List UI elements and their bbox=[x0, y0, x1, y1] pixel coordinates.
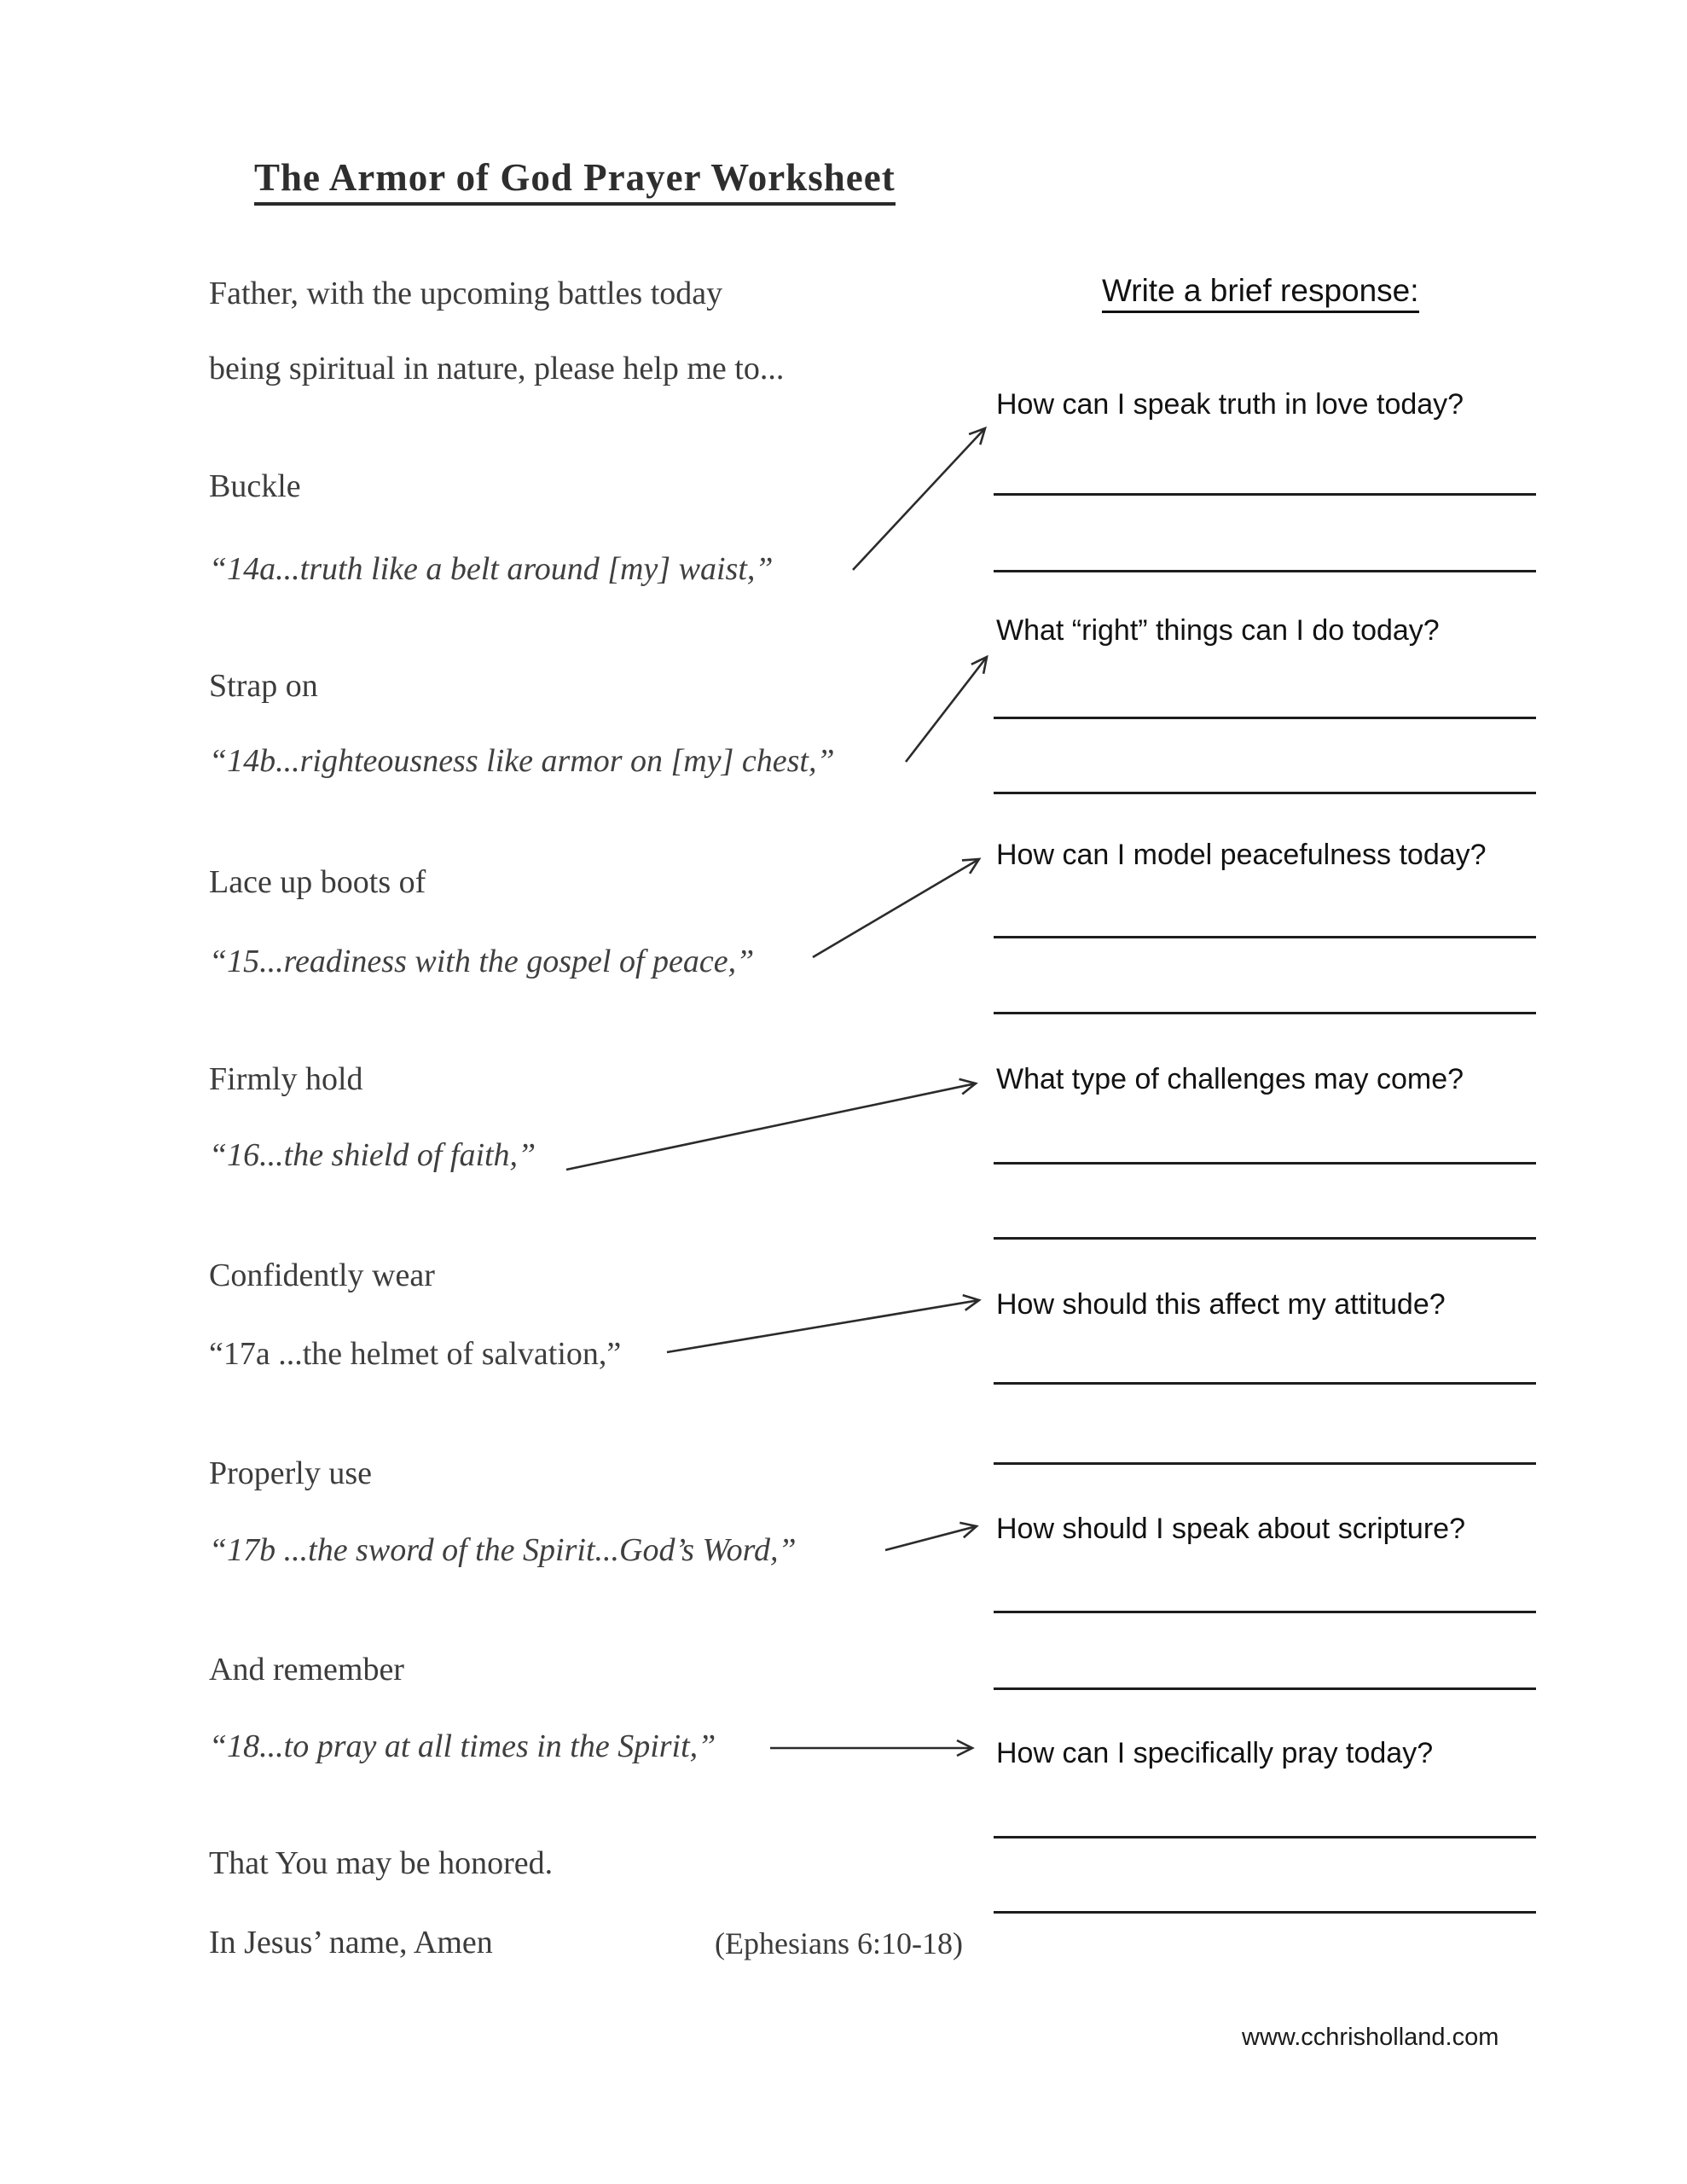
footer-url: www.cchrisholland.com bbox=[1242, 2024, 1499, 2051]
armor-action-confidently-wear: Confidently wear bbox=[209, 1258, 435, 1293]
page-title: The Armor of God Prayer Worksheet bbox=[254, 155, 896, 206]
armor-quote-16: “16...the shield of faith,” bbox=[209, 1137, 536, 1173]
response-question-1: How can I speak truth in love today? bbox=[996, 388, 1464, 421]
intro-line-2: being spiritual in nature, please help me to... bbox=[209, 351, 785, 386]
armor-action-and-remember: And remember bbox=[209, 1652, 404, 1687]
response-header: Write a brief response: bbox=[1102, 273, 1419, 313]
armor-action-strap-on: Strap on bbox=[209, 668, 318, 704]
armor-action-lace-up: Lace up boots of bbox=[209, 864, 426, 900]
connector-arrow-6 bbox=[885, 1526, 977, 1550]
armor-action-properly-use: Properly use bbox=[209, 1455, 373, 1491]
armor-action-firmly-hold: Firmly hold bbox=[209, 1061, 363, 1097]
scripture-reference: (Ephesians 6:10-18) bbox=[715, 1926, 963, 1960]
response-question-6: How should I speak about scripture? bbox=[996, 1513, 1465, 1545]
connector-arrow-1 bbox=[853, 428, 985, 570]
closing-line-2: In Jesus’ name, Amen bbox=[209, 1925, 493, 1960]
connector-arrow-2 bbox=[906, 657, 987, 762]
response-question-7: How can I specifically pray today? bbox=[996, 1737, 1434, 1769]
response-question-3: How can I model peacefulness today? bbox=[996, 839, 1487, 871]
armor-quote-18: “18...to pray at all times in the Spirit,” bbox=[209, 1728, 716, 1764]
armor-quote-17b: “17b ...the sword of the Spirit...God’s Word,” bbox=[209, 1532, 797, 1568]
response-question-2: What “right” things can I do today? bbox=[996, 614, 1440, 647]
response-question-4: What type of challenges may come? bbox=[996, 1063, 1464, 1095]
response-question-5: How should this affect my attitude? bbox=[996, 1288, 1446, 1321]
armor-quote-15: “15...readiness with the gospel of peace,” bbox=[209, 944, 755, 979]
connector-arrow-3 bbox=[813, 859, 979, 957]
intro-line-1: Father, with the upcoming battles today bbox=[209, 276, 723, 311]
armor-quote-14a: “14a...truth like a belt around [my] waist,” bbox=[209, 551, 774, 587]
armor-action-buckle: Buckle bbox=[209, 468, 301, 504]
armor-quote-14b: “14b...righteousness like armor on [my] chest,” bbox=[209, 743, 835, 779]
closing-line-1: That You may be honored. bbox=[209, 1845, 554, 1881]
connector-arrow-4 bbox=[566, 1083, 976, 1170]
armor-quote-17a: “17a ...the helmet of salvation,” bbox=[209, 1336, 622, 1372]
connector-arrow-5 bbox=[667, 1300, 979, 1352]
